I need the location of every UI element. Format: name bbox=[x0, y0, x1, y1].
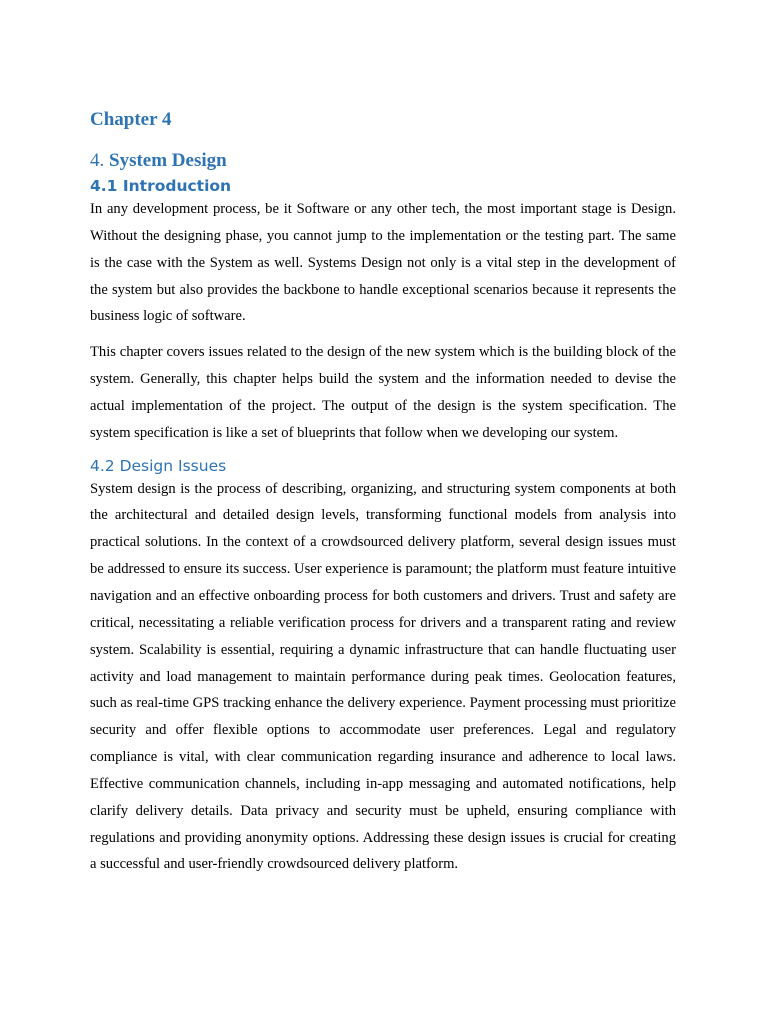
subsection-introduction-title: 4.1 Introduction bbox=[90, 177, 232, 195]
design-issues-paragraph: System design is the process of describing, organizing, and structuring system components at both the architectural and detailed design levels, transforming functional models from analysis into practical solutions. In the context of a crowdsourced delivery platform, several design issues must be addressed to ensure its success. User experience is paramount; the platform must feature intuitive navigation and an effective onboarding process for both customers and drivers. Trust and safety are critical, necessitating a reliable verification process for drivers and a transparent rating and review system. Scalability is essential, requiring a dynamic infrastructure that can handle fluctuating user activity and load management to maintain performance during peak times. Geolocation features, such as real-time GPS tracking enhance the delivery experience. Payment processing must prioritize security and offer flexible options to accommodate user preferences. Legal and regulatory compliance is vital, with clear communication regarding insurance and adherence to local laws. Effective communication channels, including in-app messaging and automated notifications, help clarify delivery details. Data privacy and security must be upheld, ensuring compliance with regulations and providing anonymity options. Addressing these design issues is crucial for creating a successful and user-friendly crowdsourced delivery platform. bbox=[90, 480, 676, 873]
subsection-design-issues-title: 4.2 Design Issues bbox=[90, 456, 227, 475]
document-page bbox=[90, 108, 676, 878]
section-heading bbox=[90, 149, 676, 173]
introduction-paragraph-2: This chapter covers issues related to the design of the new system which is the building block of the system. Generally, this chapter helps build the system and the information needed to devise the actual implementation of the project. The output of the design is the system specification. The system specification is like a set of blueprints that follow when we developing our system. bbox=[90, 344, 676, 441]
section-number: 4. bbox=[90, 150, 105, 171]
chapter-title: Chapter 4 bbox=[90, 109, 172, 130]
section-title: System Design bbox=[109, 150, 227, 171]
introduction-paragraph-1: In any development process, be it Software or any other tech, the most important stage is Design. Without the designing phase, you cannot jump to the implementation or the testing part. The same is the case with the System as well. Systems Design not only is a vital step in the development of the system but also provides the backbone to handle exceptional scenarios because it represents the business logic of software. bbox=[90, 201, 676, 325]
